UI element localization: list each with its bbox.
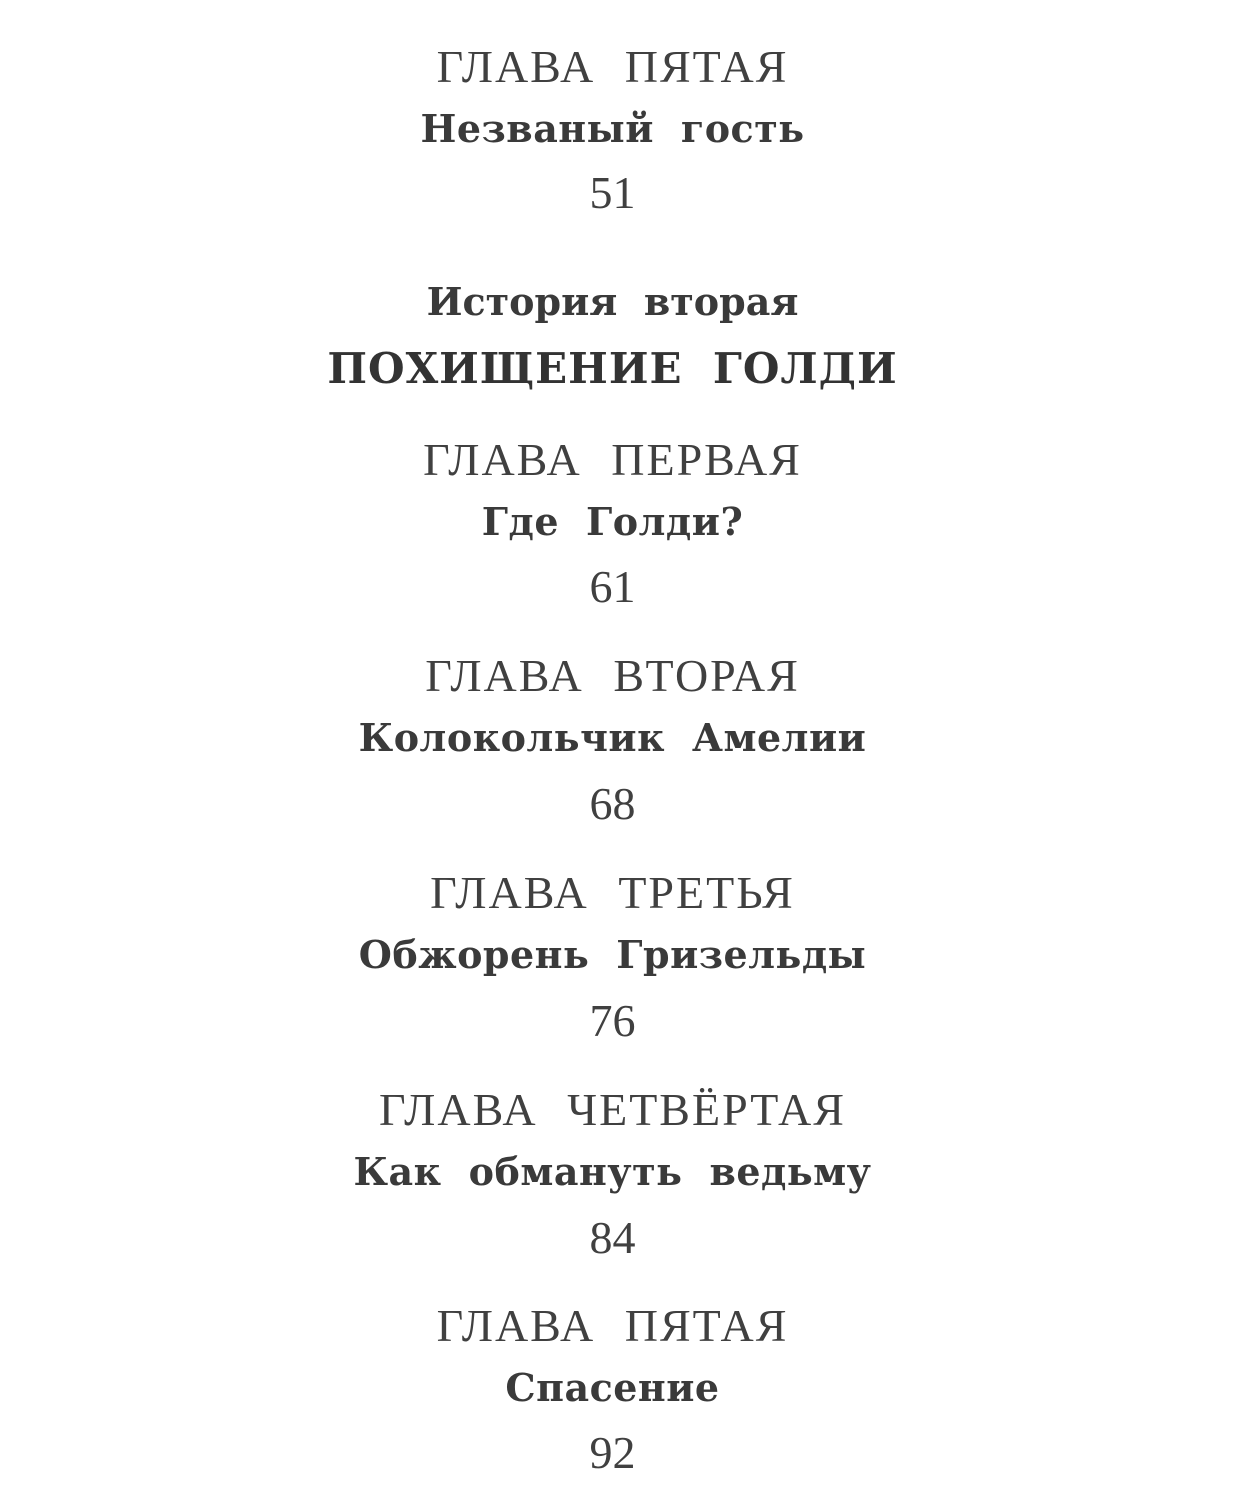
chapter-title: Спасение: [505, 1365, 720, 1410]
chapter-title: Как обмануть ведьму: [353, 1149, 872, 1194]
chapter-label: ГЛАВА ПЯТАЯ: [436, 41, 789, 92]
chapter-title: Незваный гость: [420, 106, 805, 151]
chapter-page-number: 68: [589, 778, 636, 829]
chapter-label: ГЛАВА ЧЕТВЁРТАЯ: [379, 1084, 846, 1135]
chapter-title: Колокольчик Амелии: [358, 715, 867, 760]
chapter-page-number: 61: [589, 561, 636, 612]
chapter-page-number: 92: [589, 1427, 636, 1478]
chapter-label: ГЛАВА ТРЕТЬЯ: [430, 867, 795, 918]
chapter-title: Где Голди?: [481, 499, 744, 544]
chapter-label: ГЛАВА ПЯТАЯ: [436, 1300, 789, 1351]
chapter-label: ГЛАВА ВТОРАЯ: [425, 650, 800, 701]
chapter-title: Обжорень Гризельды: [358, 932, 867, 977]
story-part-label: История вторая: [426, 279, 799, 324]
chapter-page-number: 76: [589, 995, 636, 1046]
chapter-label: ГЛАВА ПЕРВАЯ: [423, 434, 802, 485]
chapter-page-number: 51: [589, 167, 636, 218]
chapter-page-number: 84: [589, 1212, 636, 1263]
story-part-title: ПОХИЩЕНИЕ ГОЛДИ: [327, 344, 898, 393]
